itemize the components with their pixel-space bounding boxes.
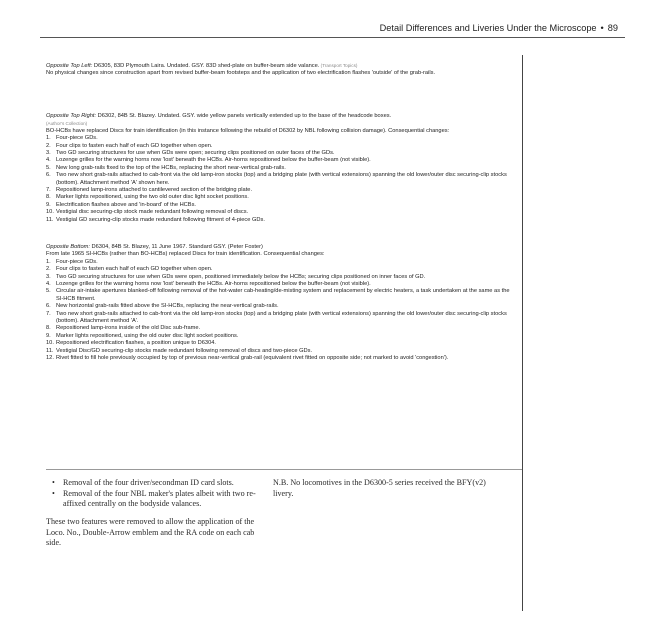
change-number: 4.	[46, 157, 51, 164]
removals-list	[52, 478, 272, 510]
caption-title-text: D6302, 84B St. Blazey. Undated. GSY. wide yellow panels vertically extended up to the base of the headcode boxes.	[96, 113, 392, 119]
caption-body: No physical changes since construction apart from revised buffer-beam footsteps and the application of two electrification flashes 'outside' of the grab-rails.	[46, 70, 436, 77]
change-text: Vestigial disc securing-clip stock made redundant following removal of discs.	[56, 209, 249, 216]
change-text: Two GD securing structures for use when GDs were open, positioned immediately below the HCBs; securing clips positioned on inner faces of GD.	[56, 273, 426, 280]
bullet-icon: •	[52, 478, 55, 487]
change-item	[46, 274, 516, 281]
change-text: Rivet fitted to fill hole previously occupied by top of previous near-vertical grab-rail (equivalent rivet fitted on opposite side; not marked to avoid 'congestion').	[56, 355, 449, 362]
change-number: 3.	[46, 150, 51, 157]
change-text: Two GD securing structures for use when GDs were open; securing clips positioned on outer faces of the GDs.	[56, 150, 335, 157]
change-number: 5.	[46, 288, 51, 295]
change-text: Circular air-intake apertures blanked-off following removal of the hot-water cab-heating/de-misting system and replacement by electric heaters, a task undertaken at the same as the SI-HCB fitment.	[56, 288, 510, 302]
page-number: 89	[607, 23, 618, 33]
caption-body: BO-HCBs have replaced Discs for train identification (in this instance following the rebuild of D6302 by NBL following collision damage). Consequential changes:	[46, 127, 450, 134]
change-number: 9.	[46, 201, 51, 208]
change-number: 12.	[46, 355, 54, 362]
header-rule	[40, 37, 625, 38]
change-item	[46, 150, 516, 157]
caption-bottom	[46, 244, 516, 363]
change-text: Repositioned lamp-irons attached to cantilevered section of the bridging plate.	[56, 187, 253, 194]
removal-item	[52, 478, 272, 489]
removal-item-text: Removal of the four NBL maker's plates albeit with two re-affixed centrally on the bodyside valances.	[63, 488, 256, 508]
change-item	[46, 143, 516, 150]
change-text: Lozenge grilles for the warning horns now 'lost' beneath the HCBs. Air-horns repositioned below the buffer-beam (not visible).	[56, 281, 371, 288]
change-item	[46, 355, 516, 362]
change-number: 10.	[46, 340, 54, 347]
removal-item	[52, 489, 272, 510]
caption-credit: (Author's Collection)	[46, 121, 88, 127]
changes-list	[46, 135, 516, 224]
bullet-icon: •	[52, 488, 55, 498]
change-number: 6.	[46, 303, 51, 310]
change-number: 3.	[46, 273, 51, 280]
change-item	[46, 333, 516, 340]
removals-note: These two features were removed to allow the application of the Loco. No., Double-Arrow emblem and the RA code on each cab side.	[46, 517, 255, 547]
change-number: 11.	[46, 347, 54, 354]
caption-title	[46, 244, 516, 251]
change-number: 11.	[46, 216, 54, 223]
caption-title	[46, 113, 516, 120]
livery-note: N.B. No locomotives in the D6300-5 series received the BFY(v2) livery.	[273, 478, 486, 498]
caption-lead: Opposite Top Left:	[46, 63, 93, 69]
change-text: Lozenge grilles for the warning horns now 'lost' beneath the HCBs. Air-horns repositioned below the buffer-beam (not visible).	[56, 157, 371, 164]
change-text: Marker lights repositioned, using the two old outer disc light socket positions.	[56, 194, 249, 201]
change-item	[46, 194, 516, 201]
caption-title	[46, 62, 516, 70]
column-rule	[522, 55, 523, 611]
change-number: 6.	[46, 172, 51, 179]
change-number: 8.	[46, 325, 51, 332]
change-item	[46, 348, 516, 355]
change-item	[46, 311, 516, 326]
change-text: New horizontal grab-rails fitted above the SI-HCBs, replacing the near-vertical grab-rails.	[56, 303, 279, 310]
running-head-separator: •	[600, 23, 604, 33]
change-item	[46, 187, 516, 194]
change-number: 2.	[46, 266, 51, 273]
change-text: Vestigial GD securing-clip stocks made redundant following fitment of 4-piece GDs.	[56, 216, 265, 223]
change-item	[46, 259, 516, 266]
change-item	[46, 288, 516, 303]
change-item	[46, 303, 516, 310]
change-number: 7.	[46, 310, 51, 317]
change-item	[46, 135, 516, 142]
removals-panel	[46, 469, 522, 572]
change-item	[46, 157, 516, 164]
changes-list	[46, 259, 516, 363]
change-item	[46, 325, 516, 332]
change-item	[46, 281, 516, 288]
change-text: Four clips to fasten each half of each GD together when open.	[56, 266, 213, 273]
caption-title-text: D6305, 83D Plymouth Laira. Undated. GSY. 83D shed-plate on buffer-beam side valance.	[92, 63, 320, 69]
caption-body: From late 1965 SI-HCBs (rather than BO-HCBs) replaced Discs for train identification. Consequential changes:	[46, 251, 325, 258]
change-text: Marker lights repositioned, using the old outer disc light socket positions.	[56, 332, 239, 339]
change-item	[46, 172, 516, 187]
caption-lead: Opposite Bottom:	[46, 244, 90, 250]
change-item	[46, 340, 516, 347]
change-number: 2.	[46, 142, 51, 149]
change-text: New long grab-rails fixed to the top of the HCBs, replacing the short near-vertical grab-rails.	[56, 164, 286, 171]
change-text: Two new short grab-rails attached to cab-front via the old lamp-iron stocks (top) and a bridging plate (with vertical extensions) spanning the old lower/outer disc securing-clip stocks (bottom). Attachment method 'A'.	[56, 310, 507, 325]
change-number: 8.	[46, 194, 51, 201]
removal-item-text: Removal of the four driver/secondman ID card slots.	[63, 478, 234, 487]
caption-lead: Opposite Top Right:	[46, 113, 97, 119]
change-number: 5.	[46, 164, 51, 171]
change-text: Repositioned lamp-irons inside of the old Disc sub-frame.	[56, 325, 201, 332]
change-item	[46, 209, 516, 216]
running-title: Detail Differences and Liveries Under the Microscope	[379, 23, 597, 33]
caption-title-text: D6304, 84B St. Blazey, 11 June 1967. Standard GSY. (Peter Foster)	[89, 244, 263, 250]
change-text: Four-piece GDs.	[56, 258, 98, 265]
caption-credit: (Transport Topics)	[319, 63, 358, 68]
change-number: 1.	[46, 258, 51, 265]
change-text: Repositioned electrification flashes, a position unique to D6304.	[56, 340, 216, 347]
change-text: Vestigial Disc/GD securing-clip stocks made redundant following removal of discs and two-piece GDs.	[56, 347, 313, 354]
change-text: Four clips to fasten each half of each GD together when open.	[56, 142, 213, 149]
change-item	[46, 217, 516, 224]
change-item	[46, 202, 516, 209]
caption-top-left	[46, 62, 516, 78]
change-item	[46, 266, 516, 273]
change-text: Electrification flashes above and 'in-board' of the HCBs.	[56, 201, 197, 208]
change-number: 1.	[46, 135, 51, 142]
running-head	[380, 23, 618, 33]
change-text: Two new short grab-rails attached to cab-front via the old lamp-iron stocks (top) and a bridging plate (with vertical extensions) spanning the old lower/outer disc securing-clip stocks (bottom). Attachment method 'A' shown here.	[56, 172, 507, 186]
change-item	[46, 165, 516, 172]
change-number: 7.	[46, 187, 51, 194]
change-number: 9.	[46, 332, 51, 339]
change-text: Four-piece GDs.	[56, 135, 98, 142]
change-number: 4.	[46, 281, 51, 288]
caption-top-right	[46, 113, 516, 224]
change-number: 10.	[46, 209, 54, 216]
